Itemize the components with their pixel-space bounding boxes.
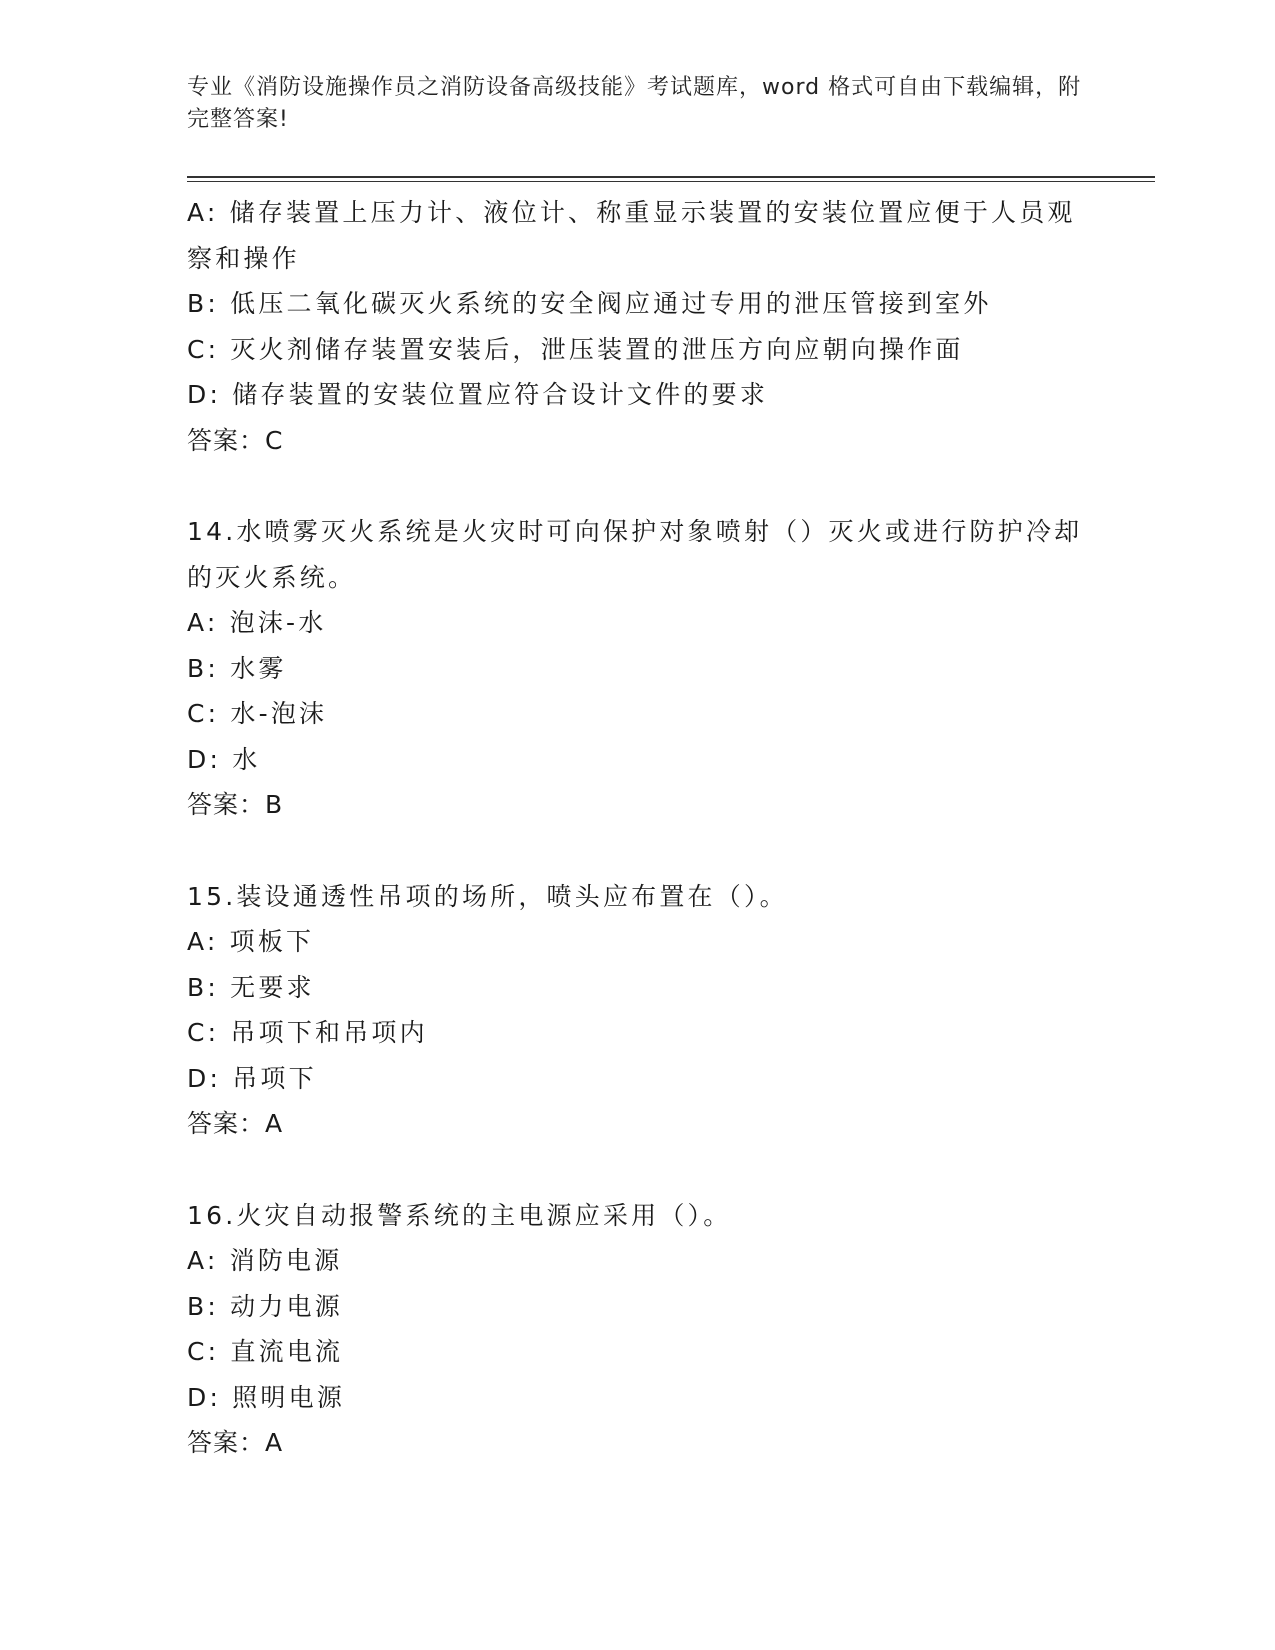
question-stem: 16.火灾自动报警系统的主电源应采用（）。 [187, 1200, 732, 1230]
option-a: A: 项板下 [187, 927, 315, 956]
document-content [187, 190, 1087, 1466]
option-c: C: 水-泡沫 [187, 699, 328, 728]
answer-line: 答案：A [187, 1428, 284, 1457]
option-c: C: 灭火剂储存装置安装后，泄压装置的泄压方向应朝向操作面 [187, 334, 964, 364]
option-a: A: 泡沫-水 [187, 608, 327, 637]
question-15 [187, 874, 1087, 1147]
answer-line: 答案：A [187, 1109, 284, 1138]
option-d: D: 储存装置的安装位置应符合设计文件的要求 [187, 380, 769, 409]
header-rule-thin [187, 181, 1155, 182]
question-14 [187, 509, 1087, 828]
option-b: B: 水雾 [187, 653, 287, 683]
option-b: B: 动力电源 [187, 1291, 343, 1321]
question-stem: 14.水喷雾灭火系统是火灾时可向保护对象喷射（）灭火或进行防护冷却的灭火系统。 [187, 517, 1083, 592]
option-c: C: 吊项下和吊项内 [187, 1018, 428, 1047]
option-a: A: 储存装置上压力计、液位计、称重显示装置的安装位置应便于人员观察和操作 [187, 198, 1076, 273]
question-16 [187, 1193, 1087, 1466]
option-b: B: 无要求 [187, 972, 315, 1002]
option-c: C: 直流电流 [187, 1337, 344, 1366]
answer-line: 答案：C [187, 425, 284, 455]
option-d: D: 照明电源 [187, 1382, 346, 1412]
document-header: 专业《消防设施操作员之消防设备高级技能》考试题库，word 格式可自由下载编辑，附完整答案! [187, 75, 1082, 132]
spacer [187, 1147, 1087, 1193]
option-d: D: 水 [187, 744, 261, 774]
header-rule-thick [187, 176, 1155, 178]
spacer [187, 463, 1087, 509]
question-13 [187, 190, 1087, 463]
spacer [187, 828, 1087, 874]
option-a: A: 消防电源 [187, 1246, 343, 1275]
option-d: D: 吊项下 [187, 1063, 317, 1093]
question-stem: 15.装设通透性吊项的场所，喷头应布置在（）。 [187, 881, 788, 911]
option-b: B: 低压二氧化碳灭火系统的安全阀应通过专用的泄压管接到室外 [187, 289, 992, 318]
answer-line: 答案：B [187, 790, 284, 819]
